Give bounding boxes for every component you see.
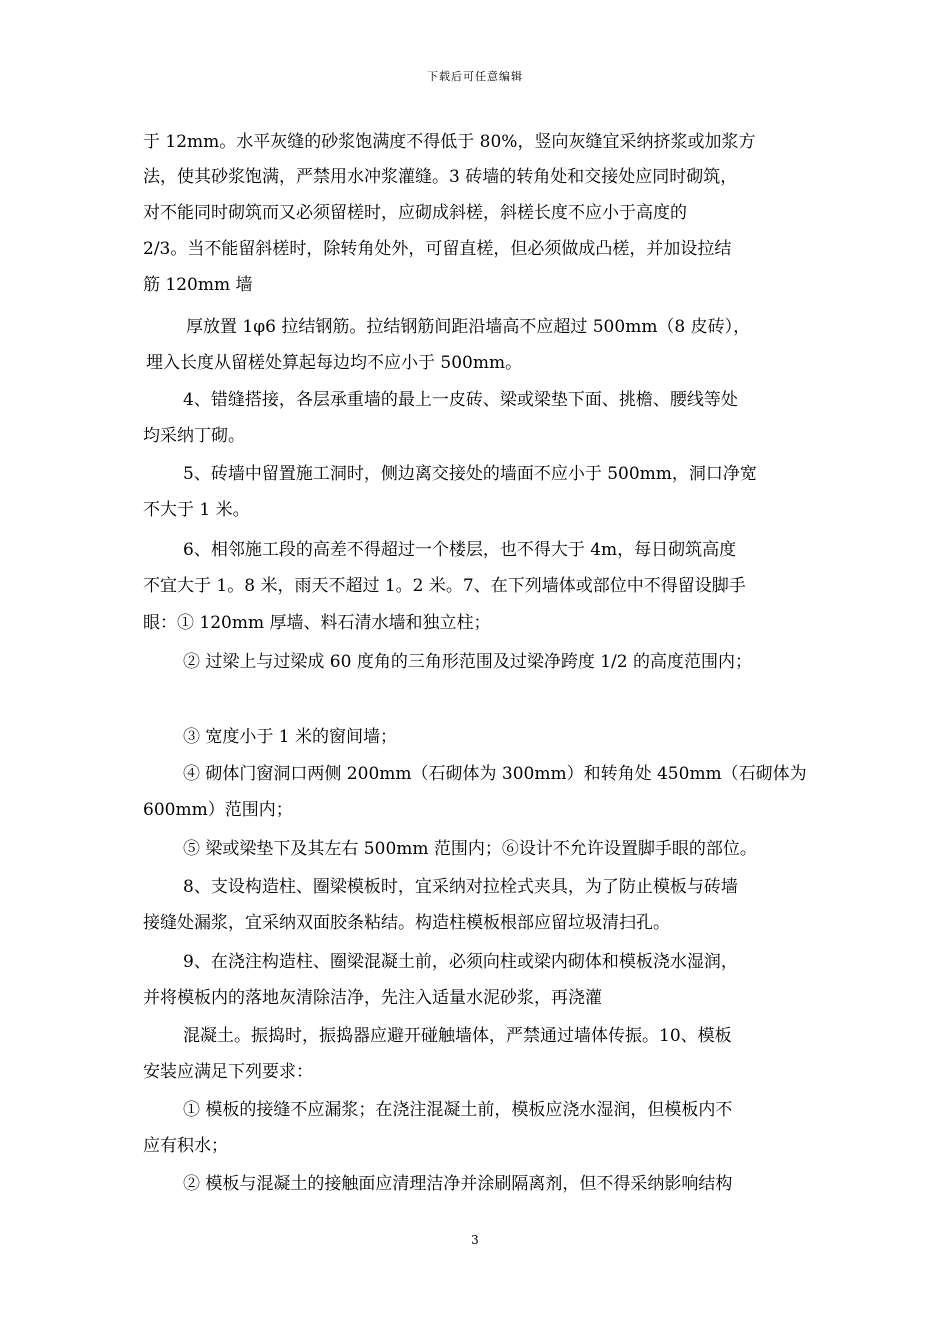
text-line: 不宜大于 1。8 米，雨天不超过 1。2 米。7、在下列墙体或部位中不得留设脚手 bbox=[143, 576, 746, 596]
text-line: ⑤ 梁或梁垫下及其左右 500mm 范围内；⑥设计不允许设置脚手眼的部位。 bbox=[183, 839, 757, 859]
text-line: 并将模板内的落地灰清除洁净，先注入适量水泥砂浆，再浇灌 bbox=[143, 988, 602, 1008]
text-line: 安装应满足下列要求： bbox=[143, 1062, 313, 1082]
text-line: ① 模板的接缝不应漏浆；在浇注混凝土前，模板应浇水湿润，但模板内不 bbox=[183, 1100, 733, 1120]
text-line: 2/3。当不能留斜槎时，除转角处外，可留直槎，但必须做成凸槎，并加设拉结 bbox=[143, 239, 732, 259]
text-line: 筋 120mm 墙 bbox=[143, 275, 253, 295]
text-line: 厚放置 1φ6 拉结钢筋。拉结钢筋间距沿墙高不应超过 500mm（8 皮砖）， bbox=[186, 317, 751, 337]
text-line: ② 模板与混凝土的接触面应清理洁净并涂刷隔离剂，但不得采纳影响结构 bbox=[183, 1174, 733, 1194]
text-line: 4、错缝搭接，各层承重墙的最上一皮砖、梁或梁垫下面、挑檐、腰线等处 bbox=[183, 390, 738, 410]
text-line: 混凝土。振捣时，振捣器应避开碰触墙体，严禁通过墙体传振。10、模板 bbox=[183, 1026, 732, 1046]
text-line: 不大于 1 米。 bbox=[143, 500, 250, 520]
text-line: 8、支设构造柱、圈梁模板时，宜采纳对拉栓式夹具，为了防止模板与砖墙 bbox=[183, 877, 738, 897]
text-line: 均采纳丁砌。 bbox=[143, 426, 245, 446]
text-line: 于 12mm。水平灰缝的砂浆饱满度不得低于 80%，竖向灰缝宜采纳挤浆或加浆方 bbox=[143, 132, 756, 152]
text-line: 接缝处漏浆，宜采纳双面胶条粘结。构造柱模板根部应留垃圾清扫孔。 bbox=[143, 913, 670, 933]
text-line: ② 过梁上与过梁成 60 度角的三角形范围及过梁净跨度 1/2 的高度范围内； bbox=[183, 652, 753, 672]
text-line: 法，使其砂浆饱满，严禁用水冲浆灌缝。3 砖墙的转角处和交接处应同时砌筑， bbox=[143, 167, 738, 187]
text-line: 600mm）范围内； bbox=[143, 800, 293, 820]
text-line: 应有积水； bbox=[143, 1136, 228, 1156]
text-line: 眼：① 120mm 厚墙、料石清水墙和独立柱； bbox=[143, 613, 491, 633]
text-line: 埋入长度从留槎处算起每边均不应小于 500mm。 bbox=[146, 353, 523, 373]
text-line: 9、在浇注构造柱、圈梁混凝土前，必须向柱或梁内砌体和模板浇水湿润， bbox=[183, 952, 738, 972]
text-line: 6、相邻施工段的高差不得超过一个楼层，也不得大于 4m，每日砌筑高度 bbox=[183, 540, 737, 560]
text-line: 5、砖墙中留置施工洞时，侧边离交接处的墙面不应小于 500mm，洞口净宽 bbox=[183, 464, 757, 484]
text-line: ③ 宽度小于 1 米的窗间墙； bbox=[183, 727, 398, 747]
text-line: 对不能同时砌筑而又必须留槎时，应砌成斜槎，斜槎长度不应小于高度的 bbox=[143, 203, 687, 223]
text-line: ④ 砌体门窗洞口两侧 200mm（石砌体为 300mm）和转角处 450mm（石砌体为 bbox=[183, 764, 807, 784]
page-header: 下载后可任意编辑 bbox=[427, 70, 523, 83]
page-number: 3 bbox=[471, 1233, 479, 1247]
